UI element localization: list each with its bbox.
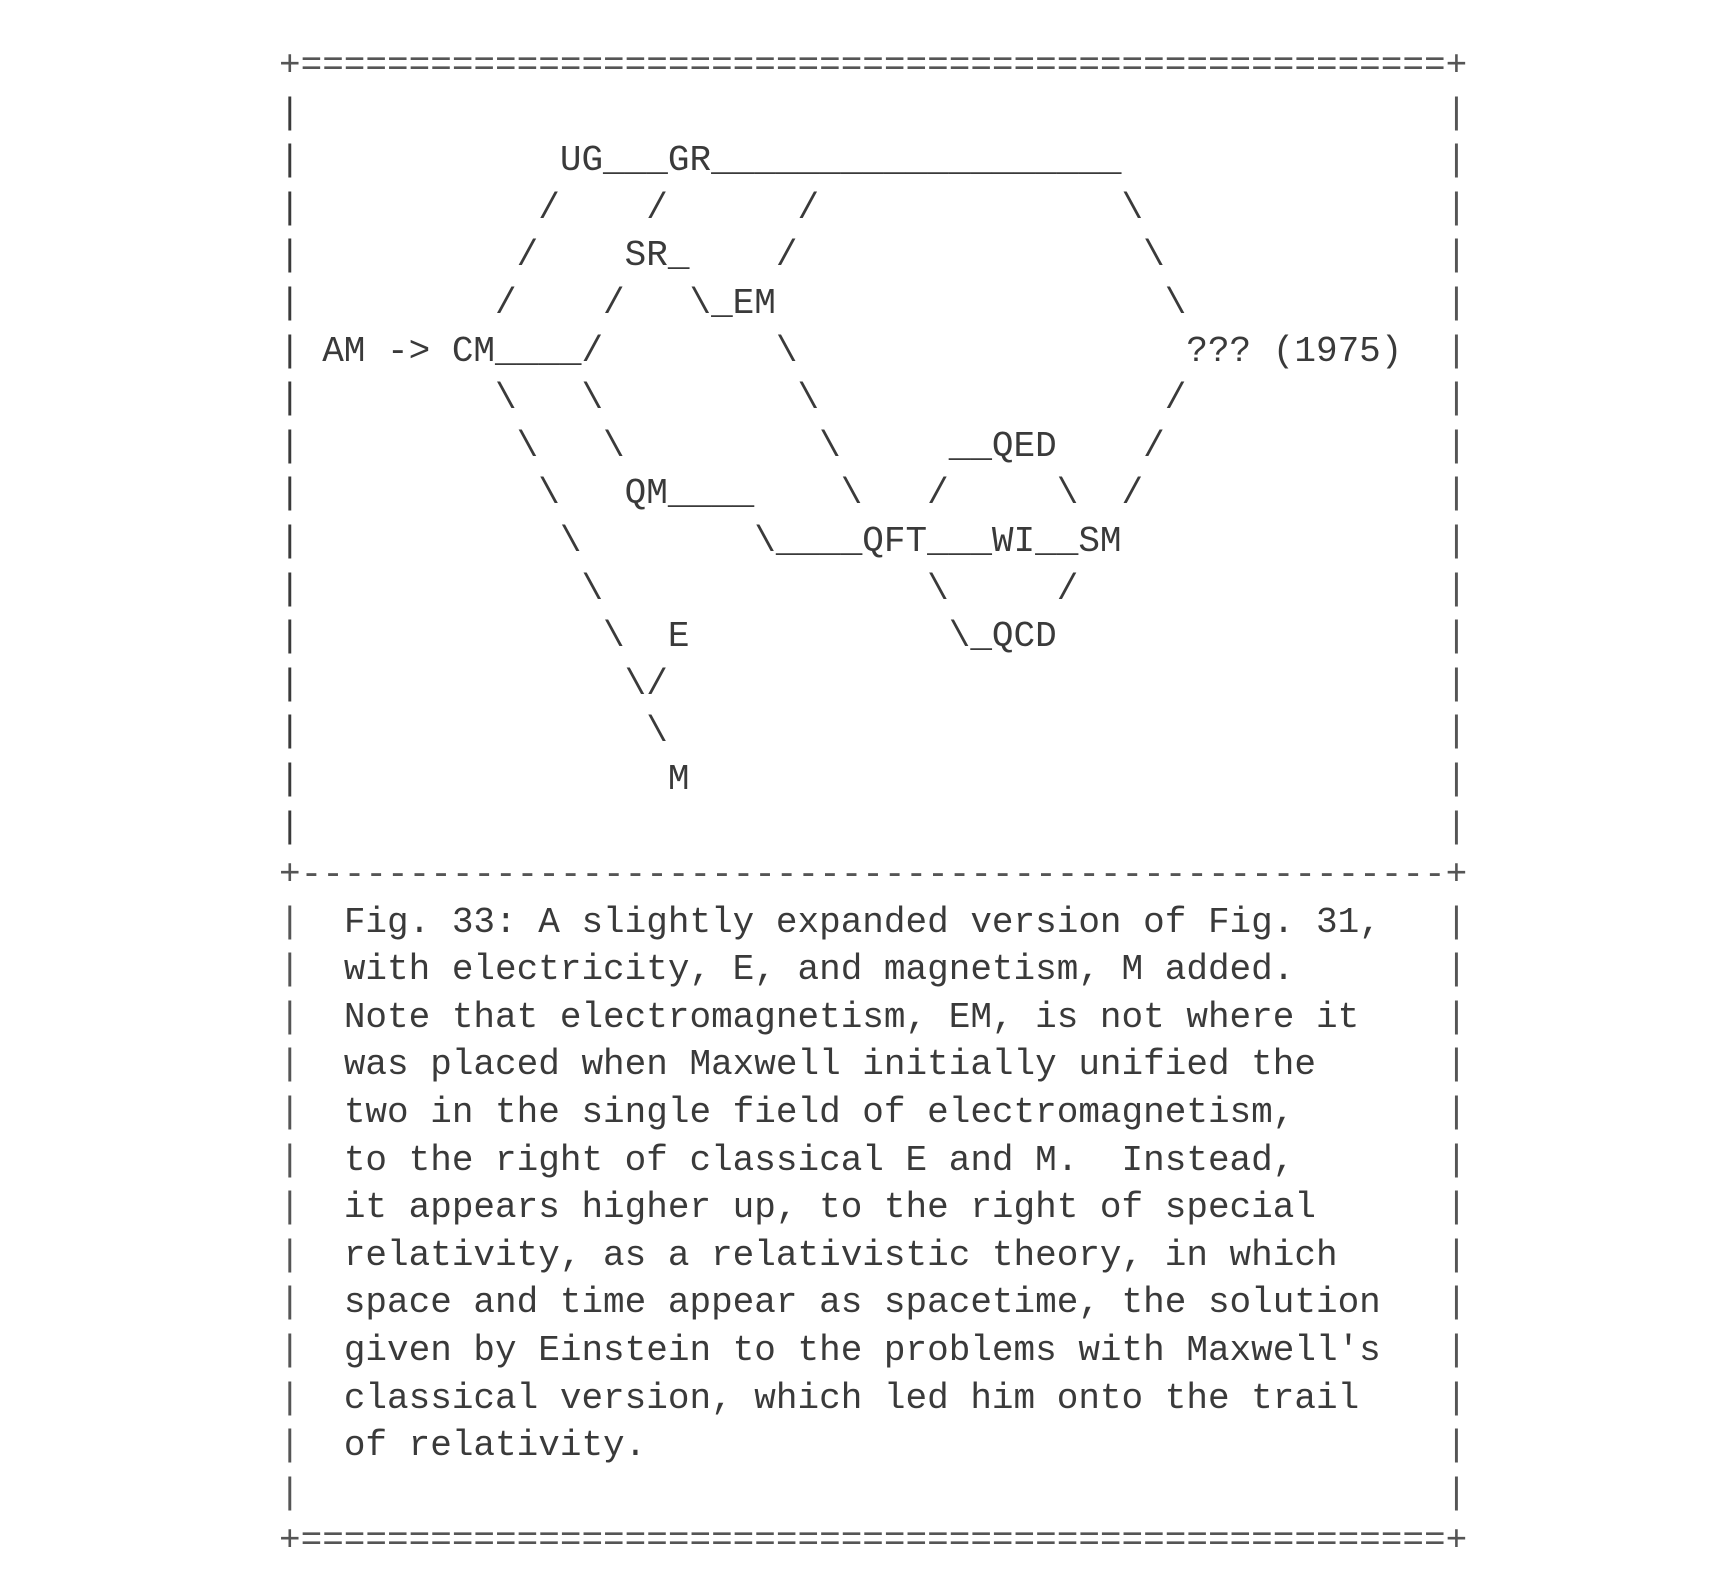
caption-text: Note that electromagnetism, EM, is not where it — [343, 996, 1360, 1038]
diagram-line-text: | \ — [279, 711, 668, 753]
right-border: | — [646, 1425, 1468, 1467]
right-border: | — [1315, 1044, 1468, 1086]
caption-text: to the right of classical E and M. Instead, — [343, 1139, 1295, 1181]
diagram-line — [279, 470, 1467, 518]
diagram-line — [279, 566, 1467, 614]
diagram-line — [279, 232, 1467, 280]
right-border: | — [1380, 1282, 1468, 1324]
right-border: | — [1380, 901, 1468, 943]
diagram-line-text: | \/ — [279, 663, 668, 705]
caption-text: relativity, as a relativistic theory, in which — [343, 1234, 1338, 1276]
diagram-line — [279, 423, 1467, 471]
diagram-line-text: | \ \ \ / — [279, 378, 1187, 420]
caption-line — [279, 1041, 1467, 1089]
figure-caption — [279, 899, 1467, 1470]
right-border: | — [689, 758, 1468, 800]
left-border: | — [279, 1139, 344, 1181]
caption-line — [279, 946, 1467, 994]
right-border: | — [1294, 949, 1468, 991]
ascii-diagram — [279, 90, 1467, 852]
caption-line — [279, 1375, 1467, 1423]
diagram-line — [279, 185, 1467, 233]
right-border: | — [1186, 378, 1468, 420]
diagram-line-text: | \ \____QFT___WI__SM — [279, 520, 1122, 562]
caption-text: Fig. 33: A slightly expanded version of Fig. 31, — [343, 901, 1381, 943]
right-border: | — [1380, 1330, 1468, 1372]
right-border: | — [667, 711, 1468, 753]
top-border: +=====================================================+ — [279, 45, 1468, 86]
bottom-border: +=====================================================+ — [279, 1520, 1468, 1562]
right-border: | — [300, 806, 1468, 848]
caption-text: was placed when Maxwell initially unified the — [343, 1044, 1316, 1086]
diagram-line — [279, 661, 1467, 709]
right-border: | — [1402, 330, 1468, 372]
caption-line — [279, 994, 1467, 1042]
left-border: | — [279, 1330, 344, 1372]
right-border: | — [667, 663, 1468, 705]
caption-blank-row: | | — [279, 1472, 1468, 1514]
left-border: | — [279, 1044, 344, 1086]
caption-text: with electricity, E, and magnetism, M added. — [343, 949, 1295, 991]
right-border: | — [1121, 140, 1468, 182]
diagram-line — [279, 613, 1467, 661]
caption-text: two in the single field of electromagnetism, — [343, 1092, 1295, 1134]
left-border: | — [279, 901, 344, 943]
right-border: | — [1121, 520, 1468, 562]
caption-line — [279, 1089, 1467, 1137]
diagram-line — [279, 375, 1467, 423]
diagram-line-text: | AM -> CM____/ \ ??? (1975) — [279, 330, 1403, 372]
right-border: | — [1143, 187, 1468, 229]
caption-text: of relativity. — [343, 1425, 647, 1467]
diagram-line — [279, 518, 1467, 566]
left-border: | — [279, 1234, 344, 1276]
diagram-line — [279, 708, 1467, 756]
left-border: | — [279, 1282, 344, 1324]
right-border: | — [1359, 1377, 1468, 1419]
caption-line — [279, 899, 1467, 947]
caption-line — [279, 1137, 1467, 1185]
diagram-line-text: | UG___GR___________________ — [279, 140, 1122, 182]
ascii-figure — [279, 42, 1467, 1565]
right-border: | — [1337, 1234, 1468, 1276]
diagram-line — [279, 137, 1467, 185]
right-border: | — [1315, 1187, 1468, 1229]
right-border: | — [1078, 568, 1468, 610]
diagram-line-text: | \ E \_QCD — [279, 616, 1057, 658]
diagram-line — [279, 804, 1467, 852]
caption-line — [279, 1184, 1467, 1232]
left-border: | — [279, 1187, 344, 1229]
left-border: | — [279, 1377, 344, 1419]
caption-text: it appears higher up, to the right of special — [343, 1187, 1316, 1229]
caption-line — [279, 1232, 1467, 1280]
divider: +-----------------------------------------------------+ — [279, 854, 1468, 896]
diagram-line-text: | / / / \ — [279, 187, 1144, 229]
left-border: | — [279, 996, 344, 1038]
right-border: | — [1186, 282, 1468, 324]
left-border: | — [279, 949, 344, 991]
diagram-line-text: | / SR_ / \ — [279, 235, 1165, 277]
right-border: | — [1164, 235, 1468, 277]
left-border: | — [279, 1092, 344, 1134]
right-border: | — [300, 92, 1468, 134]
caption-text: space and time appear as spacetime, the solution — [343, 1282, 1381, 1324]
diagram-line-text: | \ \ / — [279, 568, 1079, 610]
left-border: | — [279, 1425, 344, 1467]
caption-line — [279, 1327, 1467, 1375]
caption-line — [279, 1422, 1467, 1470]
diagram-line — [279, 280, 1467, 328]
diagram-line-text: | M — [279, 758, 690, 800]
diagram-line-text: | — [279, 806, 301, 848]
diagram-line-text: | \ QM____ \ / \ / — [279, 473, 1144, 515]
diagram-line — [279, 90, 1467, 138]
diagram-line-text: | \ \ \ __QED / — [279, 425, 1165, 467]
right-border: | — [1294, 1139, 1468, 1181]
right-border: | — [1164, 425, 1468, 467]
diagram-line — [279, 328, 1467, 376]
right-border: | — [1056, 616, 1468, 658]
caption-text: classical version, which led him onto the trail — [343, 1377, 1360, 1419]
caption-text: given by Einstein to the problems with Maxwell's — [343, 1330, 1381, 1372]
right-border: | — [1143, 473, 1468, 515]
diagram-line-text: | — [279, 92, 301, 134]
right-border: | — [1294, 1092, 1468, 1134]
caption-line — [279, 1279, 1467, 1327]
diagram-line — [279, 756, 1467, 804]
diagram-line-text: | / / \_EM \ — [279, 282, 1187, 324]
right-border: | — [1359, 996, 1468, 1038]
